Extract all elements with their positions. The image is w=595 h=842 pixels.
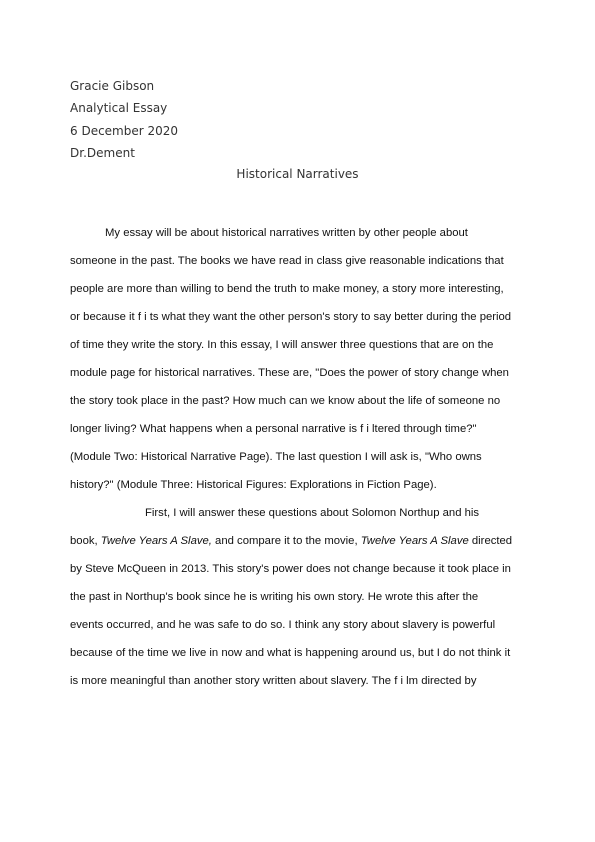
paragraph-2-line-3: by Steve McQueen in 2013. This story's power does not change because it took place in xyxy=(70,563,511,575)
essay-title: Historical Narratives xyxy=(236,167,359,181)
paragraph-1-line-9: (Module Two: Historical Narrative Page). The last question I will ask is, "Who owns xyxy=(70,451,482,463)
paragraph-2-line-2 xyxy=(70,534,540,548)
paragraph-1-line-8: longer living? What happens when a personal narrative is f i ltered through time?" xyxy=(70,423,477,435)
paragraph-1-line-7: the story took place in the past? How much can we know about the life of someone no xyxy=(70,395,501,407)
line-segment: directed xyxy=(468,535,513,547)
paragraph-1-line-4: or because it f i ts what they want the other person's story to say better during the period xyxy=(70,311,512,323)
movie-title: Twelve Years A Slave xyxy=(360,535,469,547)
paragraph-2-line-1: First, I will answer these questions about Solomon Northup and his xyxy=(145,507,480,519)
paragraph-1-line-10: history?" (Module Three: Historical Figures: Explorations in Fiction Page). xyxy=(70,479,437,491)
paragraph-2-line-7: is more meaningful than another story written about slavery. The f i lm directed by xyxy=(70,675,477,687)
essay-date: 6 December 2020 xyxy=(70,124,179,138)
paragraph-2-line-4: the past in Northup's book since he is writing his own story. He wrote this after the xyxy=(70,591,479,603)
paragraph-1-line-6: module page for historical narratives. These are, "Does the power of story change when xyxy=(70,367,509,379)
book-title: Twelve Years A Slave, xyxy=(100,535,212,547)
author-name: Gracie Gibson xyxy=(70,79,155,93)
line-segment: and compare it to the movie, xyxy=(211,535,361,547)
paragraph-2-line-6: because of the time we live in now and what is happening around us, but I do not think it xyxy=(70,647,511,659)
assignment-type: Analytical Essay xyxy=(70,101,168,115)
paragraph-1-line-5: of time they write the story. In this essay, I will answer three questions that are on the xyxy=(70,339,494,351)
line-segment: book, xyxy=(70,535,101,547)
paragraph-2-line-5: events occurred, and he was safe to do so. I think any story about slavery is powerful xyxy=(70,619,496,631)
instructor-name: Dr.Dement xyxy=(70,146,135,160)
paragraph-1-line-1: My essay will be about historical narratives written by other people about xyxy=(105,227,468,239)
paragraph-1-line-2: someone in the past. The books we have read in class give reasonable indications that xyxy=(70,255,504,267)
paragraph-1-line-3: people are more than willing to bend the truth to make money, a story more interesting, xyxy=(70,283,504,295)
